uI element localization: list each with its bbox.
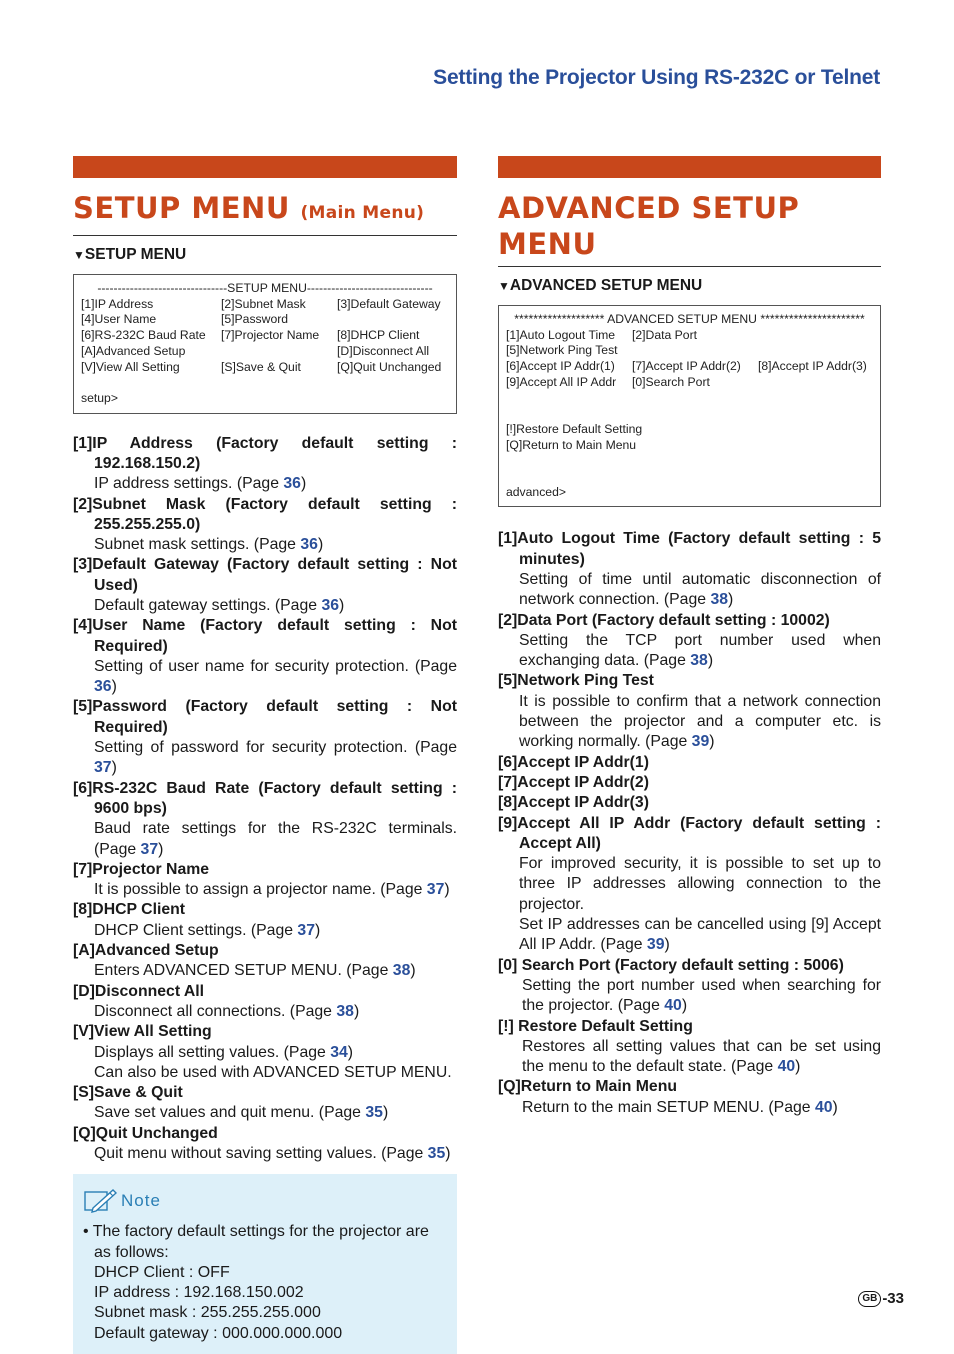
console-cell: [V]View All Setting xyxy=(81,359,180,374)
page-ref: 40 xyxy=(777,1058,796,1076)
menu-item xyxy=(498,793,881,813)
menu-item xyxy=(498,773,881,793)
page-ref: 34 xyxy=(330,1043,348,1061)
console-header: --------------------------------SETUP MENU------------------------------- xyxy=(97,281,433,295)
page-ref: 38 xyxy=(392,962,411,980)
gb-badge: GB xyxy=(858,1291,881,1307)
menu-item-term: [2]Data Port (Factory default setting : 10002) xyxy=(498,611,830,629)
menu-item-term: [Q]Quit Unchanged xyxy=(73,1124,218,1142)
menu-item-desc: Return to the main SETUP MENU. (Page 40) xyxy=(522,1098,838,1116)
section-bar xyxy=(73,156,457,178)
menu-item-desc: Set IP addresses can be cancelled using [9] Accept All IP Addr. (Page 39) xyxy=(519,916,881,954)
menu-item xyxy=(73,779,457,860)
console-row xyxy=(506,359,873,375)
menu-item xyxy=(73,941,457,982)
console-prompt: setup> xyxy=(81,390,118,405)
menu-item-term: [D]Disconnect All xyxy=(73,982,205,1000)
console-header: ******************* ADVANCED SETUP MENU ********************** xyxy=(514,312,865,326)
console-cell: [8]Accept IP Addr(3) xyxy=(758,359,867,374)
menu-item-term: [Q]Return to Main Menu xyxy=(498,1078,678,1096)
page-ref: 35 xyxy=(427,1145,446,1162)
page-number: GB -33 xyxy=(858,1290,904,1307)
console-row xyxy=(81,344,449,360)
page-header: Setting the Projector Using RS-232C or Telnet xyxy=(433,66,880,89)
menu-item xyxy=(73,1124,457,1165)
menu-item xyxy=(498,1077,881,1118)
menu-item-term: [V]View All Setting xyxy=(73,1023,212,1041)
console-row xyxy=(81,312,449,328)
menu-item xyxy=(498,956,881,1017)
menu-item-term: [7]Accept IP Addr(2) xyxy=(498,773,649,791)
menu-item-desc: Setting of password for security protection. (Page 37) xyxy=(94,739,457,777)
menu-item-desc: It is possible to assign a projector name. (Page 37) xyxy=(94,881,450,899)
menu-item xyxy=(73,495,457,556)
console-cell xyxy=(221,344,337,360)
section-bar xyxy=(498,156,881,178)
page-ref: 38 xyxy=(710,591,729,609)
console-cell: [9]Accept All IP Addr xyxy=(506,374,617,389)
console-cell: [!]Restore Default Setting xyxy=(506,421,643,436)
page-ref: 39 xyxy=(646,936,665,954)
note-line: • The factory default settings for the projector are xyxy=(83,1223,429,1241)
page-ref: 38 xyxy=(690,652,708,670)
menu-item-term: [8]DHCP Client xyxy=(73,901,186,919)
section-title: ADVANCED SETUP MENU xyxy=(498,190,881,267)
console-cell: [6]Accept IP Addr(1) xyxy=(506,359,615,374)
menu-item-desc: Disconnect all connections. (Page 38) xyxy=(94,1002,360,1020)
page-ref: 40 xyxy=(664,997,682,1015)
triangle-down-icon: ▼ xyxy=(73,248,85,262)
console-cell: [8]DHCP Client xyxy=(337,328,420,343)
console-spacer xyxy=(506,406,873,422)
menu-item-term: [0] Search Port (Factory default setting : 5006) xyxy=(498,956,844,974)
menu-item xyxy=(498,1017,881,1078)
sub-heading: ▼SETUP MENU xyxy=(73,246,187,263)
page-ref: 36 xyxy=(300,536,318,554)
console-spacer xyxy=(506,453,873,469)
pencil-icon xyxy=(83,1188,117,1214)
menu-item-desc: Baud rate settings for the RS-232C terminals. (Page 37) xyxy=(94,820,457,858)
console-cell: [2]Subnet Mask xyxy=(221,296,306,311)
note-line: Subnet mask : 255.255.255.000 xyxy=(94,1304,321,1322)
menu-item-desc: Can also be used with ADVANCED SETUP MENU. xyxy=(94,1063,452,1081)
menu-item-desc: Default gateway settings. (Page 36) xyxy=(94,596,345,614)
menu-item xyxy=(498,814,881,956)
menu-item-desc: Displays all setting values. (Page 34) xyxy=(94,1043,354,1061)
console-cell: [1]IP Address xyxy=(81,296,154,311)
menu-item-term: [5]Password (Factory default setting : Not Required) xyxy=(73,698,457,736)
menu-item-term: [8]Accept IP Addr(3) xyxy=(498,794,649,812)
console-cell: [1]Auto Logout Time xyxy=(506,327,616,342)
console-cell: [5]Password xyxy=(221,312,289,327)
console-cell: [0]Search Port xyxy=(632,374,710,389)
menu-item-term: [2]Subnet Mask (Factory default setting : 255.255.255.0) xyxy=(73,495,457,533)
menu-item-desc: Setting the port number used when searching for the projector. (Page 40) xyxy=(522,976,881,1015)
menu-item xyxy=(73,555,457,616)
menu-item xyxy=(73,900,457,941)
menu-item xyxy=(498,529,881,610)
console-cell: [2]Data Port xyxy=(632,327,698,342)
note-line: Default gateway : 000.000.000.000 xyxy=(94,1324,343,1342)
menu-item-term: [5]Network Ping Test xyxy=(498,672,654,690)
console-cell: [A]Advanced Setup xyxy=(81,343,186,358)
menu-item-term: [1]IP Address (Factory default setting : 192.168.150.2) xyxy=(73,434,457,472)
menu-item xyxy=(498,611,881,672)
section-title-sub: (Main Menu) xyxy=(300,203,425,223)
menu-item xyxy=(73,1022,457,1083)
menu-item-desc: DHCP Client settings. (Page 37) xyxy=(94,921,321,939)
advanced-setup-column xyxy=(498,156,881,1118)
menu-item xyxy=(498,671,881,752)
sub-heading: ▼ADVANCED SETUP MENU xyxy=(498,277,703,294)
console-cell xyxy=(632,343,758,359)
console-cell: [3]Default Gateway xyxy=(337,296,441,311)
page-ref: 37 xyxy=(140,840,159,858)
menu-item xyxy=(73,616,457,697)
menu-item-desc: For improved security, it is possible to set up to three IP addresses allowing connection to the projector. xyxy=(519,855,881,913)
menu-item-term: [3]Default Gateway (Factory default setting : Not Used) xyxy=(73,556,457,594)
menu-item xyxy=(73,434,457,495)
item-list xyxy=(498,529,881,1118)
menu-item xyxy=(498,753,881,773)
page-ref: 36 xyxy=(321,596,340,614)
console-spacer xyxy=(506,469,873,485)
console-cell: [5]Network Ping Test xyxy=(506,343,618,358)
section-title xyxy=(73,190,457,236)
menu-item-desc: Quit menu without saving setting values. (Page 35) xyxy=(94,1145,451,1162)
section-title-main: SETUP MENU xyxy=(73,191,290,225)
console-row xyxy=(81,328,449,344)
menu-item-term: [!] Restore Default Setting xyxy=(498,1017,693,1035)
triangle-down-icon: ▼ xyxy=(498,279,510,293)
console-cell: [6]RS-232C Baud Rate xyxy=(81,328,206,343)
console-cell: [Q]Return to Main Menu xyxy=(506,437,637,452)
menu-item-term: [9]Accept All IP Addr (Factory default setting : Accept All) xyxy=(498,814,881,852)
console-row xyxy=(506,328,873,344)
console-prompt: advanced> xyxy=(506,484,566,499)
console-row xyxy=(506,422,873,438)
menu-item xyxy=(73,1083,457,1124)
menu-item-desc: Restores all setting values that can be set using the menu to the default state. (Page 40) xyxy=(522,1037,881,1076)
menu-item-desc: Setting of time until automatic disconnection of network connection. (Page 38) xyxy=(519,570,881,609)
page-ref: 35 xyxy=(365,1104,383,1122)
console-row xyxy=(506,375,873,391)
console-cell: [7]Projector Name xyxy=(221,328,320,343)
menu-item-desc: Setting of user name for security protection. (Page 36) xyxy=(94,657,457,696)
menu-item-term: [7]Projector Name xyxy=(73,860,210,878)
note-line: IP address : 192.168.150.002 xyxy=(94,1284,304,1302)
menu-item xyxy=(73,697,457,778)
console-row xyxy=(506,438,873,454)
page-ref: 40 xyxy=(814,1098,833,1116)
menu-item-desc: Subnet mask settings. (Page 36) xyxy=(94,536,324,554)
menu-item xyxy=(73,982,457,1023)
page-ref: 36 xyxy=(283,475,301,493)
note-line: DHCP Client : OFF xyxy=(94,1263,230,1281)
menu-item-desc: Save set values and quit menu. (Page 35) xyxy=(94,1104,389,1122)
menu-item-desc: Enters ADVANCED SETUP MENU. (Page 38) xyxy=(94,962,416,980)
menu-item-term: [4]User Name (Factory default setting : Not Required) xyxy=(73,617,457,655)
console-box xyxy=(498,305,881,507)
page-ref: 37 xyxy=(297,921,315,939)
console-spacer xyxy=(506,391,873,407)
page-ref: 37 xyxy=(94,759,112,777)
console-spacer xyxy=(81,375,449,391)
setup-menu-column xyxy=(73,156,457,1354)
console-cell: [Q]Quit Unchanged xyxy=(337,359,442,374)
note-list xyxy=(83,1222,447,1344)
note-line: as follows: xyxy=(94,1243,169,1261)
console-row xyxy=(506,343,873,359)
note-label: Note xyxy=(83,1188,447,1214)
page-ref: 37 xyxy=(426,881,445,899)
console-cell: [S]Save & Quit xyxy=(221,359,301,374)
menu-item-term: [1]Auto Logout Time (Factory default setting : 5 minutes) xyxy=(498,530,881,568)
menu-item-term: [6]Accept IP Addr(1) xyxy=(498,753,649,771)
menu-item-term: [S]Save & Quit xyxy=(73,1084,183,1102)
page-ref: 38 xyxy=(336,1002,354,1020)
item-list xyxy=(73,434,457,1165)
console-row xyxy=(81,297,449,313)
page-ref: 36 xyxy=(94,678,112,696)
console-row xyxy=(81,360,449,376)
menu-item xyxy=(73,860,457,901)
menu-item-term: [6]RS-232C Baud Rate (Factory default setting : 9600 bps) xyxy=(73,779,457,817)
note-box xyxy=(73,1174,457,1354)
menu-item-desc: It is possible to confirm that a network connection between the projector and a computer etc. is working normally. (Page 39) xyxy=(519,692,881,751)
console-cell: [7]Accept IP Addr(2) xyxy=(632,359,741,374)
console-cell: [4]User Name xyxy=(81,312,157,327)
console-cell: [D]Disconnect All xyxy=(337,343,430,358)
menu-item-desc: IP address settings. (Page 36) xyxy=(94,475,307,493)
menu-item-desc: Setting the TCP port number used when exchanging data. (Page 38) xyxy=(519,631,881,670)
menu-item-term: [A]Advanced Setup xyxy=(73,942,219,960)
page-ref: 39 xyxy=(691,733,710,751)
console-box xyxy=(73,274,457,414)
